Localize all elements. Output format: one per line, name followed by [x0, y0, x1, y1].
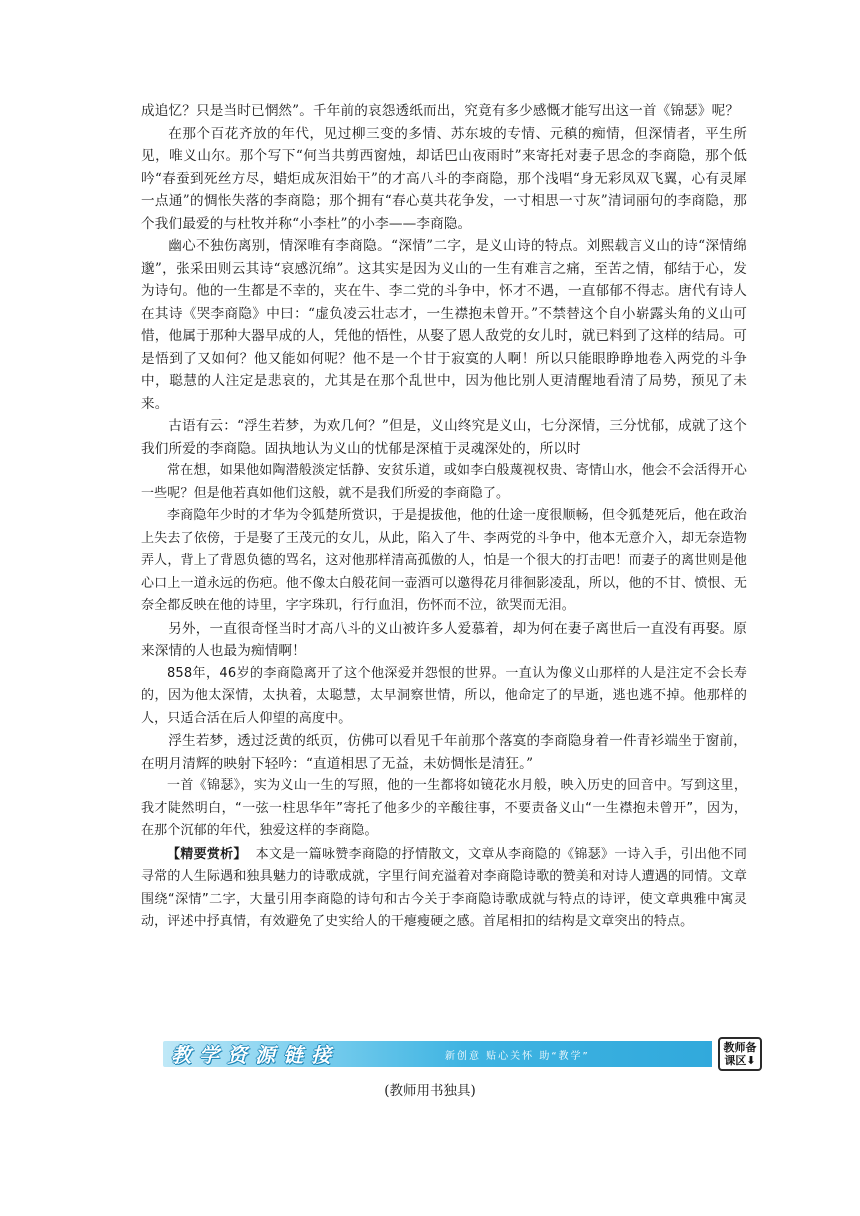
banner-slogan: 新创意 贴心关怀 助“教学”	[445, 1051, 590, 1062]
paragraph-8: 858年，46岁的李商隐离开了这个他深爱并怨恨的世界。一直认为像义山那样的人是注定不会长寿的，因为他太深情，太执着，太聪慧，太早洞察世情，所以，他命定了的早逝，逃也逃不掉。他那样的人，只适合活在后人仰望的高度中。	[141, 665, 747, 726]
appreciation-section	[141, 844, 747, 934]
paragraph-2: 在那个百花齐放的年代，见过柳三变的多情、苏东坡的专情、元稹的痴情，但深情者，平生所见，唯义山尔。那个写下“何当共剪西窗烛，却话巴山夜雨时”来寄托对妻子思念的李商隐，那个低吟“春蚕到死丝方尽，蜡炬成灰泪始干”的才高八斗的李商隐，那个浅唱“身无彩凤双飞翼，心有灵犀一点通”的惆怅失落的李商隐；那个拥有“春心莫共花争发，一寸相思一寸灰”清词丽句的李商隐，那个我们最爱的与杜牧并称“小李杜”的小李——李商隐。	[141, 125, 747, 232]
paragraph-4: 古语有云：“浮生若梦，为欢几何？”但是，义山终究是义山，七分深情，三分忧郁，成就了这个我们所爱的李商隐。固执地认为义山的忧郁是深植于灵魂深处的，所以时	[141, 418, 747, 457]
banner-title: 教学资源链接	[171, 1043, 339, 1067]
resource-banner	[163, 1041, 762, 1067]
banner-strip	[163, 1041, 712, 1067]
paragraph-7: 另外，一直很奇怪当时才高八斗的义山被许多人爱慕着，却为何在妻子离世后一直没有再娶。原来深情的人也最为痴情啊！	[141, 620, 747, 659]
footer-note: (教师用书独具)	[384, 1083, 476, 1099]
paragraph-6: 李商隐年少时的才华为令狐楚所赏识，于是提拔他，他的仕途一度很顺畅，但令狐楚死后，他在政治上失去了依傍，于是娶了王茂元的女儿，从此，陷入了牛、李两党的斗争中，他本无意介入，却无奈造物弄人，背上了背恩负德的骂名，这对他那样清高孤傲的人，怕是一个很大的打击吧！而妻子的离世则是他心口上一道永远的伤疤。他不像太白般花间一壶酒可以邀得花月徘徊影凌乱，所以，他的不甘、愤恨、无奈全都反映在他的诗里，字字珠玑，行行血泪，伤怀而不泣，欲哭而无泪。	[141, 508, 747, 613]
appreciation-label: 【精要赏析】	[167, 846, 247, 862]
paragraph-9: 浮生若梦，透过泛黄的纸页，仿佛可以看见千年前那个落寞的李商隐身着一件青衫端坐于窗前，在明月清辉的映射下轻吟：“直道相思了无益，未妨惆怅是清狂。”	[141, 733, 747, 772]
paragraph-1: 成追忆？只是当时已惘然”。千年前的哀怨透纸而出，究竟有多少感慨才能写出这一首《锦瑟》呢？	[141, 103, 740, 119]
paragraph-10: 一首《锦瑟》，实为义山一生的写照，他的一生都将如镜花水月般，映入历史的回音中。写到这里，我才陡然明白，“一弦一柱思华年”寄托了他多少的辛酸往事，不要责备义山“一生襟抱未曾开”，因为，在那个沉郁的年代，独爱这样的李商隐。	[141, 778, 747, 838]
teacher-prep-badge[interactable]	[718, 1037, 762, 1071]
badge-line-1: 教师备	[723, 1041, 757, 1054]
badge-line-2: 课区⬇	[724, 1054, 756, 1067]
article-body	[141, 100, 747, 934]
paragraph-3: 幽心不独伤离别，情深唯有李商隐。“深情”二字，是义山诗的特点。刘熙载言义山的诗“深情绵邈”，张采田则云其诗“哀感沉绵”。这其实是因为义山的一生有难言之痛，至苦之情，郁结于心，发为诗句。他的一生都是不幸的，夹在牛、李二党的斗争中，怀才不遇，一直郁郁不得志。唐代有诗人在其诗《哭李商隐》中曰：“虚负凌云壮志才，一生襟抱未曾开。”不禁替这个自小崭露头角的义山可惜，他属于那种大器早成的人，凭他的悟性，从娶了恩人敌党的女儿时，就已料到了这样的结局。可是悟到了又如何？他又能如何呢？他不是一个甘于寂寞的人啊！所以只能眼睁睁地卷入两党的斗争中，聪慧的人注定是悲哀的，尤其是在那个乱世中，因为他比别人更清醒地看清了局势，预见了未来。	[141, 238, 747, 412]
appreciation-text: 本文是一篇咏赞李商隐的抒情散文，文章从李商隐的《锦瑟》一诗入手，引出他不同寻常的人生际遇和独具魅力的诗歌成就，字里行间充溢着对李商隐诗歌的赞美和对诗人遭遇的同情。文章围绕“深情”二字，大量引用李商隐的诗句和古今关于李商隐诗歌成就与特点的诗评，使文章典雅中寓灵动，评述中抒真情，有效避免了史实给人的干瘪瘦硬之感。首尾相扣的结构是文章突出的特点。	[141, 846, 747, 929]
paragraph-5: 常在想，如果他如陶潜般淡定恬静、安贫乐道，或如李白般蔑视权贵、寄情山水，他会不会活得开心一些呢？但是他若真如他们这般，就不是我们所爱的李商隐了。	[141, 463, 747, 501]
